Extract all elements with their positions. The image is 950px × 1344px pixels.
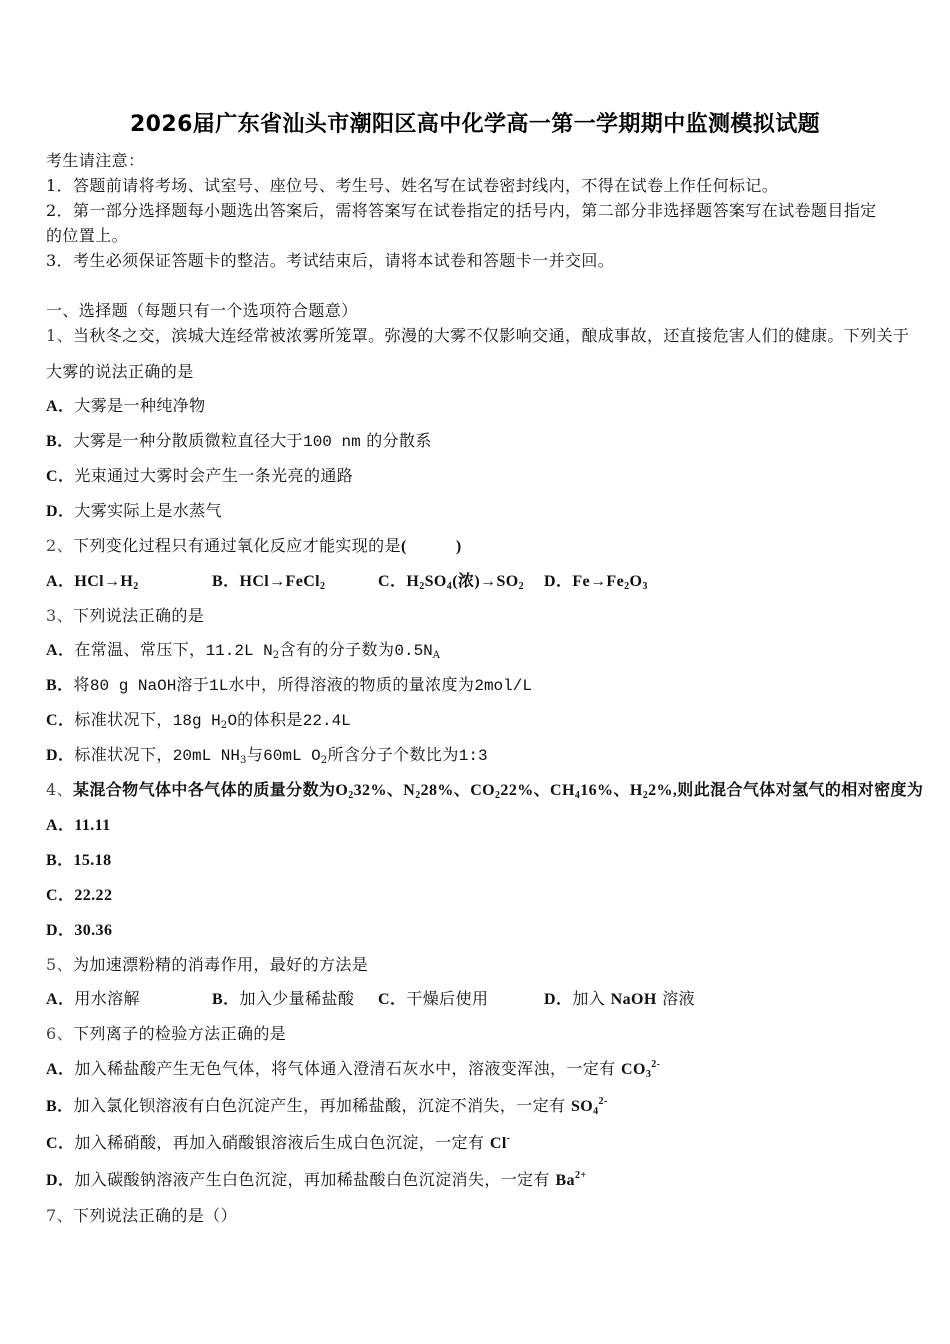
formula-subscript: 4	[593, 1106, 599, 1117]
latin-text: 2mol/L	[474, 677, 532, 695]
option-text: 标准状况下，20mL $NH_3$与60mL $O_2$所含分子个数比为1:3	[74, 745, 488, 766]
formula-subscript: 4	[446, 581, 453, 592]
formula-subscript: 2	[415, 790, 421, 801]
option-letter: B．	[46, 852, 74, 869]
option-a	[46, 389, 926, 424]
option-text: 大雾实际上是水蒸气	[74, 501, 222, 520]
option-c	[46, 1125, 926, 1162]
options-row	[46, 564, 926, 599]
latin-text: 22.4L	[302, 712, 351, 730]
formula-text: HCl→FeCl	[239, 573, 321, 590]
option-letter: D．	[544, 991, 573, 1008]
formula-text: 16%、H	[580, 782, 643, 799]
question-number: 4、	[46, 780, 73, 799]
subscript: 2	[272, 650, 280, 661]
latin-text: 1L	[209, 677, 229, 695]
notice-item-1: 1．答题前请将考场、试室号、座位号、考生号、姓名写在试卷密封线内，不得在试卷上作任何标记。	[46, 176, 779, 195]
formula-text: 11.11	[74, 817, 111, 834]
superscript: 2+	[574, 1170, 587, 1181]
formula-text: (浓)→SO	[452, 573, 519, 590]
formula-text: 某混合物气体中各气体的质量分数为O	[72, 782, 349, 799]
option-text: 标准状况下，18g $H_2O$的体积是22.4L	[74, 710, 351, 731]
option-letter: B．	[46, 433, 74, 450]
formula-subscript: 2	[495, 790, 501, 801]
formula-text: CO	[621, 1061, 646, 1078]
question-7	[46, 1199, 926, 1233]
option-text	[239, 571, 325, 590]
option-a	[46, 808, 926, 843]
question-stem	[46, 948, 926, 982]
option-letter: B．	[46, 1098, 74, 1115]
question-1	[46, 323, 926, 529]
subscript: 3	[239, 755, 247, 766]
question-stem	[46, 1017, 926, 1051]
latin-text: 20mL NH	[172, 747, 240, 765]
subscript: A	[432, 650, 441, 661]
option-d	[544, 982, 710, 1017]
option-letter: C．	[378, 991, 407, 1008]
formula-text: 32%、N	[353, 782, 416, 799]
latin-text: 11.2L N	[205, 642, 273, 660]
question-stem	[46, 599, 926, 633]
option-text: 大雾是一种纯净物	[74, 396, 206, 415]
latin-text: 0.5N	[394, 642, 433, 660]
option-text: 在常温、常压下，11.2L $N_2$含有的分子数为$0.5N_A$	[74, 640, 441, 661]
formula-subscript: 2	[642, 790, 649, 801]
option-text: 将80 g NaOH溶于1L水中，所得溶液的物质的量浓度为2mol/L	[73, 675, 532, 695]
question-5	[46, 948, 926, 1017]
question-number: 6、	[46, 1024, 73, 1043]
formula-subscript: 2	[348, 790, 354, 801]
option-letter: A．	[46, 573, 75, 590]
latin-text: 60mL O	[263, 747, 321, 765]
option-text	[406, 571, 524, 590]
exam-title: 2026届广东省汕头市潮阳区高中化学高一第一学期期中监测模拟试题	[129, 112, 821, 137]
formula-text: ( )	[401, 538, 462, 555]
formula-text: 28%、CO	[420, 782, 496, 799]
option-text: 加入碳酸钠溶液产生白色沉淀，再加稀盐酸白色沉淀消失，一定有 $Ba^{2+}$	[74, 1170, 587, 1189]
option-b	[46, 424, 926, 459]
exam-content	[46, 148, 926, 1233]
formula-text: SO	[570, 1098, 594, 1115]
formula-subscript: 2	[624, 581, 630, 592]
question-stem-text: 当秋冬之交，滨城大连经常被浓雾所笼罩。弥漫的大雾不仅影响交通，酿成事故，还直接危害人们的健康。下列关于	[72, 326, 910, 345]
option-letter: D．	[46, 922, 75, 939]
formula-text: HCl→H	[74, 573, 134, 590]
option-text: 加入稀盐酸产生无色气体，将气体通入澄清石灰水中，溶液变浑浊，一定有 $CO_3^{2-}$	[74, 1059, 661, 1080]
option-letter: B．	[212, 573, 240, 590]
option-c	[46, 878, 926, 913]
formula-text: NaOH	[610, 991, 657, 1008]
notice-heading: 考生请注意：	[46, 151, 145, 170]
option-text: 用水溶解	[74, 989, 140, 1008]
option-c	[378, 982, 544, 1017]
option-letter: B．	[212, 991, 240, 1008]
question-stem-text: 为加速漂粉精的消毒作用，最好的方法是	[72, 955, 369, 974]
question-stem-text: 下列说法正确的是	[72, 606, 205, 625]
formula-text: O	[629, 573, 643, 590]
option-letter: A．	[46, 991, 75, 1008]
latin-text: 18g H	[172, 712, 221, 730]
option-d	[46, 494, 926, 529]
option-c	[46, 703, 926, 738]
formula-text: 2%,则此混合气体对氢气的相对密度为	[648, 782, 924, 799]
question-stem	[46, 1199, 926, 1233]
superscript: -	[506, 1133, 511, 1144]
question-4	[46, 773, 926, 948]
latin-text: 100 nm	[303, 433, 361, 451]
option-letter: C．	[46, 468, 75, 485]
notice-item-3: 3．考生必须保证答题卡的整洁。考试结束后，请将本试卷和答题卡一并交回。	[46, 251, 615, 270]
options-row	[46, 982, 926, 1017]
formula-text: Cl	[489, 1135, 507, 1152]
formula-subscript: 4	[574, 790, 581, 801]
option-text: 加入稀硝酸，再加入硝酸银溶液后生成白色沉淀，一定有 Cl-	[74, 1133, 511, 1152]
subscript: 2	[320, 755, 328, 766]
option-c	[46, 459, 926, 494]
question-6	[46, 1017, 926, 1199]
option-d	[46, 738, 926, 773]
formula-subscript: 2	[419, 581, 425, 592]
option-letter: C．	[46, 1135, 75, 1152]
option-text: 干燥后使用	[406, 989, 489, 1008]
notice-item-2: 2．第一部分选择题每小题选出答案后，需将答案写在试卷指定的括号内，第二部分非选择题答案写在试卷题目指定	[46, 201, 877, 220]
question-2	[46, 529, 926, 599]
option-letter: D．	[544, 573, 573, 590]
formula-subscript: 2	[133, 581, 139, 592]
question-number: 1、	[46, 326, 73, 345]
option-b	[46, 843, 926, 878]
option-text: 加入少量稀盐酸	[239, 989, 355, 1008]
option-d	[46, 913, 926, 948]
option-a	[46, 633, 926, 668]
latin-text: O	[227, 712, 238, 730]
formula-text: H	[406, 573, 420, 590]
option-letter: A．	[46, 398, 75, 415]
question-stem	[46, 529, 926, 564]
option-text	[74, 571, 138, 590]
option-b	[212, 982, 378, 1017]
option-text	[74, 815, 110, 834]
question-stem-text: 下列离子的检验方法正确的是	[72, 1024, 287, 1043]
option-text: 加入氯化钡溶液有白色沉淀产生，再加稀盐酸，沉淀不消失，一定有 $SO_4^{2-}$	[73, 1096, 608, 1117]
option-a	[46, 564, 212, 599]
option-text: 光束通过大雾时会产生一条光亮的通路	[74, 466, 354, 485]
question-number: 3、	[46, 606, 73, 625]
option-b	[46, 668, 926, 703]
question-number: 2、	[46, 536, 73, 555]
option-c	[378, 564, 544, 599]
question-3	[46, 599, 926, 773]
question-stem-text: 下列说法正确的是（）	[72, 1206, 237, 1225]
formula-text: 15.18	[73, 852, 112, 869]
option-text	[572, 571, 647, 590]
option-letter: C．	[46, 712, 75, 729]
option-text	[74, 885, 112, 904]
formula-text: SO	[424, 573, 447, 590]
option-letter: C．	[46, 887, 75, 904]
superscript: 2-	[651, 1059, 661, 1070]
formula-text: Ba	[555, 1172, 575, 1189]
formula-text: Fe→Fe	[572, 573, 625, 590]
question-stem-text: 下列变化过程只有通过氧化反应才能实现的是( )	[72, 536, 462, 555]
option-letter: C．	[378, 573, 407, 590]
question-stem-continued: 大雾的说法正确的是	[46, 362, 194, 381]
question-number: 5、	[46, 955, 73, 974]
option-text	[74, 920, 112, 939]
option-b	[212, 564, 378, 599]
question-number: 7、	[46, 1206, 73, 1225]
formula-text: 22%、CH	[500, 782, 575, 799]
option-d	[544, 564, 710, 599]
formula-text: 30.36	[74, 922, 113, 939]
latin-text: 1:3	[458, 747, 488, 765]
question-stem-text	[73, 780, 923, 799]
option-letter: A．	[46, 642, 75, 659]
option-a	[46, 982, 212, 1017]
latin-text: 80 g NaOH	[89, 677, 177, 695]
option-letter: A．	[46, 1061, 75, 1078]
formula-text: 22.22	[74, 887, 113, 904]
option-a	[46, 1051, 926, 1088]
question-stem	[46, 773, 926, 808]
option-text	[73, 850, 111, 869]
option-letter: A．	[46, 817, 75, 834]
option-text: 加入 NaOH 溶液	[572, 989, 695, 1008]
option-letter: B．	[46, 677, 74, 694]
option-text: 大雾是一种分散质微粒直径大于100 nm 的分散系	[73, 431, 432, 451]
formula-subscript: 3	[642, 581, 648, 592]
formula-subscript: 3	[645, 1069, 652, 1080]
question-stem	[46, 323, 926, 348]
option-b	[46, 1088, 926, 1125]
option-letter: D．	[46, 1172, 75, 1189]
option-d	[46, 1162, 926, 1199]
notice-item-2-continued: 的位置上。	[46, 226, 129, 245]
option-letter: D．	[46, 503, 75, 520]
superscript: 2-	[598, 1096, 608, 1107]
formula-subscript: 2	[518, 581, 524, 592]
option-letter: D．	[46, 747, 75, 764]
formula-subscript: 2	[320, 581, 326, 592]
section-heading: 一、选择题（每题只有一个选项符合题意）	[46, 301, 358, 320]
subscript: 2	[220, 720, 228, 731]
candidate-notice	[46, 148, 926, 273]
